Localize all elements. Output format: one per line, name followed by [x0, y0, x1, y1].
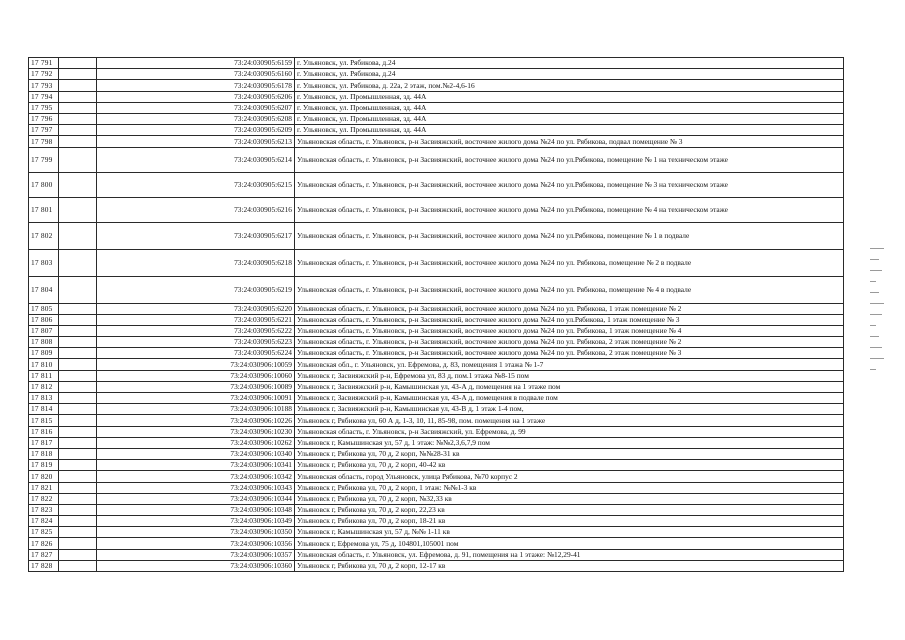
registry-table-body	[29, 58, 844, 572]
address-cell: Ульяновск г, Рябикова ул, 70 д, 2 корп, №№28-31 кв	[295, 448, 844, 459]
empty-cell	[59, 393, 97, 404]
empty-cell	[59, 125, 97, 136]
address-cell: Ульяновск г, Рябикова ул, 70 д, 2 корп, 40-42 кв	[295, 460, 844, 471]
row-index: 17 817	[29, 437, 59, 448]
row-index: 17 803	[29, 249, 59, 276]
address-cell: Ульяновская область, г. Ульяновск, р-н Засвияжский, восточнее жилого дома №24 по ул. Рябикова, помещение № 2 в подвале	[295, 249, 844, 276]
table-row	[29, 91, 844, 102]
row-index: 17 793	[29, 80, 59, 91]
cadastral-number: 73:24:030905:6207	[97, 102, 295, 113]
table-row	[29, 370, 844, 381]
document-page	[28, 57, 843, 572]
table-row	[29, 325, 844, 336]
table-row	[29, 58, 844, 69]
row-index: 17 811	[29, 370, 59, 381]
address-cell: г. Ульяновск, ул. Рябикова, д.24	[295, 69, 844, 80]
row-index: 17 818	[29, 448, 59, 459]
table-row	[29, 136, 844, 147]
row-index: 17 821	[29, 482, 59, 493]
row-index: 17 810	[29, 359, 59, 370]
row-index: 17 807	[29, 325, 59, 336]
table-row	[29, 276, 844, 303]
address-cell: Ульяновск г, Рябикова ул, 60 А д, 1-3, 10, 11, 85-98, пом. помещения на 1 этаже	[295, 415, 844, 426]
table-row	[29, 448, 844, 459]
cadastral-number: 73:24:030905:6206	[97, 91, 295, 102]
row-index: 17 796	[29, 113, 59, 124]
address-cell: Ульяновская область, г. Ульяновск, р-н Засвияжский, восточнее жилого дома №24 по ул.Рябикова, помещение № 3 на техническом этаже	[295, 172, 844, 197]
scan-mark	[870, 325, 876, 326]
empty-cell	[59, 538, 97, 549]
scan-mark	[870, 248, 884, 249]
empty-cell	[59, 276, 97, 303]
address-cell: Ульяновская область, г. Ульяновск, р-н Засвияжский, восточнее жилого дома №24 по ул.Рябикова, помещение № 1 в подвале	[295, 222, 844, 249]
empty-cell	[59, 249, 97, 276]
empty-cell	[59, 303, 97, 314]
empty-cell	[59, 314, 97, 325]
empty-cell	[59, 549, 97, 560]
cadastral-number: 73:24:030905:6220	[97, 303, 295, 314]
row-index: 17 800	[29, 172, 59, 197]
row-index: 17 813	[29, 393, 59, 404]
table-row	[29, 393, 844, 404]
cadastral-number: 73:24:030905:6178	[97, 80, 295, 91]
address-cell: г. Ульяновск, ул. Промышленная, зд. 44А	[295, 125, 844, 136]
empty-cell	[59, 197, 97, 222]
cadastral-number: 73:24:030905:6216	[97, 197, 295, 222]
table-row	[29, 471, 844, 482]
cadastral-number: 73:24:030906:10343	[97, 482, 295, 493]
cadastral-number: 73:24:030906:10340	[97, 448, 295, 459]
table-row	[29, 314, 844, 325]
empty-cell	[59, 527, 97, 538]
row-index: 17 802	[29, 222, 59, 249]
row-index: 17 822	[29, 493, 59, 504]
cadastral-number: 73:24:030906:10360	[97, 560, 295, 571]
row-index: 17 819	[29, 460, 59, 471]
empty-cell	[59, 80, 97, 91]
registry-table	[28, 57, 844, 572]
row-index: 17 823	[29, 504, 59, 515]
table-row	[29, 549, 844, 560]
empty-cell	[59, 426, 97, 437]
address-cell: Ульяновская область, г. Ульяновск, ул. Ефремова, д. 91, помещения на 1 этаже: №12,29-41	[295, 549, 844, 560]
row-index: 17 816	[29, 426, 59, 437]
table-row	[29, 147, 844, 172]
cadastral-number: 73:24:030906:10059	[97, 359, 295, 370]
empty-cell	[59, 493, 97, 504]
address-cell: Ульяновск г, Засвияжский р-н, Камышинская ул, 43-А д, помещения в подвале пом	[295, 393, 844, 404]
scan-mark	[870, 358, 884, 359]
empty-cell	[59, 404, 97, 415]
table-row	[29, 113, 844, 124]
empty-cell	[59, 147, 97, 172]
cadastral-number: 73:24:030905:6221	[97, 314, 295, 325]
table-row	[29, 337, 844, 348]
cadastral-number: 73:24:030905:6214	[97, 147, 295, 172]
scan-mark	[870, 336, 879, 337]
address-cell: Ульяновская область, г. Ульяновск, р-н Засвияжский, восточнее жилого дома №24 по ул. Рябикова, 2 этаж помещение № 2	[295, 337, 844, 348]
table-row	[29, 172, 844, 197]
empty-cell	[59, 516, 97, 527]
table-row	[29, 426, 844, 437]
address-cell: Ульяновск г, Рябикова ул, 70 д, 2 корп, 12-17 кв	[295, 560, 844, 571]
cadastral-number: 73:24:030906:10091	[97, 393, 295, 404]
row-index: 17 809	[29, 348, 59, 359]
cadastral-number: 73:24:030906:10226	[97, 415, 295, 426]
cadastral-number: 73:24:030906:10348	[97, 504, 295, 515]
table-row	[29, 560, 844, 571]
row-index: 17 791	[29, 58, 59, 69]
row-index: 17 804	[29, 276, 59, 303]
address-cell: Ульяновск г, Ефремова ул, 75 д, 104801,105001 пом	[295, 538, 844, 549]
address-cell: Ульяновск г, Рябикова ул, 70 д, 2 корп, 22,23 кв	[295, 504, 844, 515]
cadastral-number: 73:24:030905:6215	[97, 172, 295, 197]
cadastral-number: 73:24:030906:10262	[97, 437, 295, 448]
row-index: 17 808	[29, 337, 59, 348]
empty-cell	[59, 136, 97, 147]
address-cell: Ульяновская область, г. Ульяновск, р-н Засвияжский, восточнее жилого дома №24 по ул. Рябикова, 2 этаж помещение № 3	[295, 348, 844, 359]
table-row	[29, 527, 844, 538]
empty-cell	[59, 370, 97, 381]
address-cell: г. Ульяновск, ул. Рябикова, д.24	[295, 58, 844, 69]
empty-cell	[59, 482, 97, 493]
cadastral-number: 73:24:030906:10356	[97, 538, 295, 549]
table-row	[29, 359, 844, 370]
address-cell: г. Ульяновск, ул. Рябикова, д. 22а, 2 этаж, пом.№2-4,6-16	[295, 80, 844, 91]
table-row	[29, 348, 844, 359]
address-cell: Ульяновская обл., г. Ульяновск, ул. Ефремова, д. 83, помещения 1 этажа № 1-7	[295, 359, 844, 370]
empty-cell	[59, 348, 97, 359]
scan-mark	[870, 281, 876, 282]
empty-cell	[59, 560, 97, 571]
address-cell: г. Ульяновск, ул. Промышленная, зд. 44А	[295, 91, 844, 102]
row-index: 17 824	[29, 516, 59, 527]
empty-cell	[59, 471, 97, 482]
row-index: 17 797	[29, 125, 59, 136]
empty-cell	[59, 69, 97, 80]
scan-mark	[870, 303, 884, 304]
cadastral-number: 73:24:030906:10341	[97, 460, 295, 471]
table-row	[29, 538, 844, 549]
row-index: 17 798	[29, 136, 59, 147]
empty-cell	[59, 102, 97, 113]
table-row	[29, 415, 844, 426]
empty-cell	[59, 113, 97, 124]
empty-cell	[59, 460, 97, 471]
address-cell: Ульяновск г, Засвияжский р-н, Ефремова ул, 83 д, пом.1 этажа №8-15 пом	[295, 370, 844, 381]
cadastral-number: 73:24:030906:10344	[97, 493, 295, 504]
scan-mark	[870, 347, 882, 348]
table-row	[29, 69, 844, 80]
cadastral-number: 73:24:030905:6160	[97, 69, 295, 80]
table-row	[29, 404, 844, 415]
cadastral-number: 73:24:030905:6222	[97, 325, 295, 336]
table-row	[29, 125, 844, 136]
empty-cell	[59, 359, 97, 370]
cadastral-number: 73:24:030906:10342	[97, 471, 295, 482]
row-index: 17 794	[29, 91, 59, 102]
address-cell: Ульяновская область, г. Ульяновск, р-н Засвияжский, восточнее жилого дома №24 по ул. Рябикова, 1 этаж помещение № 4	[295, 325, 844, 336]
scan-mark	[870, 314, 882, 315]
scan-mark	[870, 259, 879, 260]
address-cell: Ульяновск г, Камышинская ул, 57 д, 1 этаж: №№2,3,6,7,9 пом	[295, 437, 844, 448]
table-row	[29, 222, 844, 249]
table-row	[29, 197, 844, 222]
address-cell: Ульяновская область, г. Ульяновск, р-н Засвияжский, восточнее жилого дома №24 по ул. Рябикова, подвал помещение № 3	[295, 136, 844, 147]
scan-mark	[870, 292, 879, 293]
address-cell: г. Ульяновск, ул. Промышленная, зд. 44А	[295, 113, 844, 124]
address-cell: Ульяновск г, Рябикова ул, 70 д, 2 корп, 18-21 кв	[295, 516, 844, 527]
table-row	[29, 516, 844, 527]
table-row	[29, 482, 844, 493]
cadastral-number: 73:24:030905:6223	[97, 337, 295, 348]
address-cell: Ульяновская область, г. Ульяновск, р-н Засвияжский, восточнее жилого дома №24 по ул.Рябикова, 1 этаж помещение № 3	[295, 314, 844, 325]
row-index: 17 801	[29, 197, 59, 222]
address-cell: Ульяновская область, г. Ульяновск, р-н Засвияжский, восточнее жилого дома №24 по ул.Рябикова, помещение № 4 на техническом этаже	[295, 197, 844, 222]
cadastral-number: 73:24:030905:6208	[97, 113, 295, 124]
address-cell: Ульяновская область, г. Ульяновск, р-н Засвияжский, восточнее жилого дома №24 по ул. Рябикова, помещение № 4 в подвале	[295, 276, 844, 303]
address-cell: Ульяновск г, Рябикова ул, 70 д, 2 корп, 1 этаж: №№1-3 кв	[295, 482, 844, 493]
address-cell: Ульяновск г, Засвияжский р-н, Камышинская ул, 43-В д, 1 этаж 1-4 пом,	[295, 404, 844, 415]
table-row	[29, 80, 844, 91]
cadastral-number: 73:24:030905:6219	[97, 276, 295, 303]
cadastral-number: 73:24:030906:10060	[97, 370, 295, 381]
row-index: 17 792	[29, 69, 59, 80]
cadastral-number: 73:24:030905:6209	[97, 125, 295, 136]
cadastral-number: 73:24:030905:6224	[97, 348, 295, 359]
address-cell: Ульяновск г, Камышинская ул, 57 д, №№ 1-11 кв	[295, 527, 844, 538]
table-row	[29, 249, 844, 276]
row-index: 17 828	[29, 560, 59, 571]
cadastral-number: 73:24:030906:10350	[97, 527, 295, 538]
row-index: 17 814	[29, 404, 59, 415]
row-index: 17 812	[29, 381, 59, 392]
scan-mark	[870, 270, 882, 271]
cadastral-number: 73:24:030906:10349	[97, 516, 295, 527]
address-cell: Ульяновская область, г. Ульяновск, р-н Засвияжский, восточнее жилого дома №24 по ул. Рябикова, 1 этаж помещение № 2	[295, 303, 844, 314]
empty-cell	[59, 222, 97, 249]
scan-mark	[870, 369, 876, 370]
empty-cell	[59, 437, 97, 448]
row-index: 17 795	[29, 102, 59, 113]
row-index: 17 815	[29, 415, 59, 426]
address-cell: Ульяновск г, Засвияжский р-н, Камышинская ул, 43-А д, помещения на 1 этаже пом	[295, 381, 844, 392]
cadastral-number: 73:24:030906:10357	[97, 549, 295, 560]
address-cell: Ульяновская область, г. Ульяновск, р-н Засвияжский, восточнее жилого дома №24 по ул.Рябикова, помещение № 1 на техническом этаже	[295, 147, 844, 172]
address-cell: Ульяновская область, г. Ульяновск, р-н Засвияжский, ул. Ефремова, д. 99	[295, 426, 844, 437]
table-row	[29, 102, 844, 113]
row-index: 17 805	[29, 303, 59, 314]
table-row	[29, 460, 844, 471]
empty-cell	[59, 58, 97, 69]
cadastral-number: 73:24:030906:10230	[97, 426, 295, 437]
empty-cell	[59, 381, 97, 392]
address-cell: г. Ульяновск, ул. Промышленная, зд. 44А	[295, 102, 844, 113]
row-index: 17 827	[29, 549, 59, 560]
cadastral-number: 73:24:030905:6213	[97, 136, 295, 147]
address-cell: Ульяновск г, Рябикова ул, 70 д, 2 корп, №32,33 кв	[295, 493, 844, 504]
empty-cell	[59, 448, 97, 459]
empty-cell	[59, 415, 97, 426]
cadastral-number: 73:24:030905:6217	[97, 222, 295, 249]
empty-cell	[59, 504, 97, 515]
cadastral-number: 73:24:030905:6159	[97, 58, 295, 69]
address-cell: Ульяновская область, город Ульяновск, улица Рябикова, №70 корпус 2	[295, 471, 844, 482]
cadastral-number: 73:24:030906:10188	[97, 404, 295, 415]
row-index: 17 799	[29, 147, 59, 172]
cadastral-number: 73:24:030906:10089	[97, 381, 295, 392]
cadastral-number: 73:24:030905:6218	[97, 249, 295, 276]
empty-cell	[59, 325, 97, 336]
table-row	[29, 381, 844, 392]
table-row	[29, 504, 844, 515]
empty-cell	[59, 91, 97, 102]
table-row	[29, 493, 844, 504]
row-index: 17 820	[29, 471, 59, 482]
empty-cell	[59, 337, 97, 348]
row-index: 17 826	[29, 538, 59, 549]
table-row	[29, 437, 844, 448]
row-index: 17 825	[29, 527, 59, 538]
row-index: 17 806	[29, 314, 59, 325]
table-row	[29, 303, 844, 314]
empty-cell	[59, 172, 97, 197]
margin-scan-marks	[870, 248, 900, 380]
